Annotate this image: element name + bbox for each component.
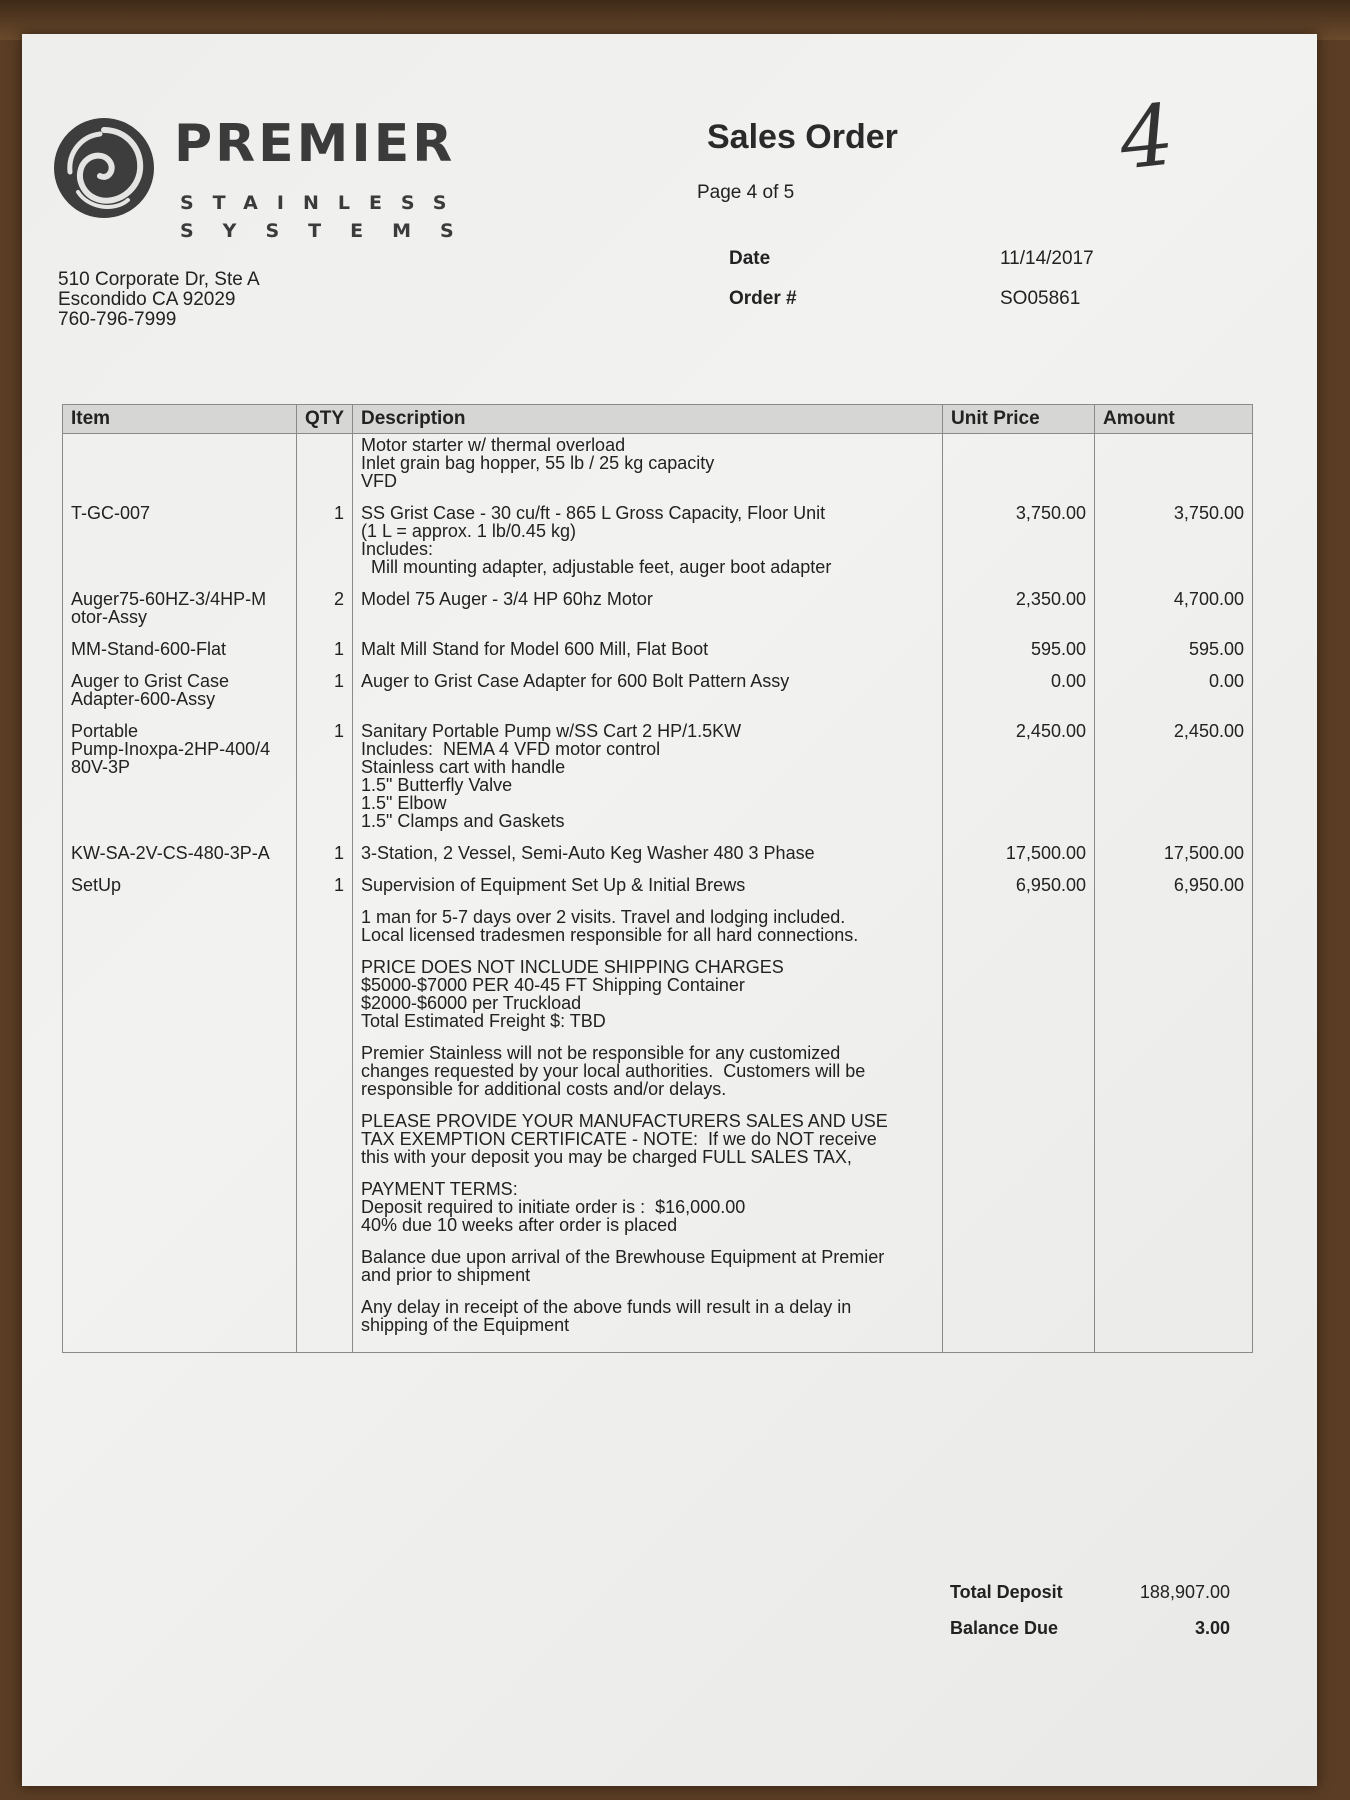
note-line: PLEASE PROVIDE YOUR MANUFACTURERS SALES AND USE [361, 1111, 888, 1131]
description-line: 1.5" Clamps and Gaskets [361, 811, 565, 831]
unit-price-cell: 3,750.00 [943, 490, 1095, 576]
description-line: Model 75 Auger - 3/4 HP 60hz Motor [361, 589, 653, 609]
column-header-description: Description [353, 405, 943, 434]
qty-cell: 1 [297, 708, 353, 830]
description-cell [353, 862, 943, 894]
empty-cell [63, 1166, 297, 1234]
note-line: 40% due 10 weeks after order is placed [361, 1215, 678, 1235]
note-line: Deposit required to initiate order is : $16,000.00 [361, 1197, 746, 1217]
item-cell: Auger to Grist Case Adapter-600-Assy [63, 658, 297, 708]
description-line: Inlet grain bag hopper, 55 lb / 25 kg capacity [361, 453, 715, 473]
description-line: Mill mounting adapter, adjustable feet, auger boot adapter [361, 557, 832, 577]
description-line: Stainless cart with handle [361, 757, 566, 777]
phone-number: 760-796-7999 [58, 309, 177, 330]
item-cell: Auger75-60HZ-3/4HP-M otor-Assy [63, 576, 297, 626]
amount-cell: 0.00 [1095, 658, 1253, 708]
order-value: SO05861 [1000, 288, 1081, 309]
logo-name: PREMIER [174, 114, 456, 174]
item-cell: MM-Stand-600-Flat [63, 626, 297, 658]
empty-cell [63, 1030, 297, 1098]
note-line: changes requested by your local authorities. Customers will be [361, 1061, 866, 1081]
table-row [63, 658, 1253, 708]
note-line: Any delay in receipt of the above funds will result in a delay in [361, 1297, 852, 1317]
empty-cell [1095, 944, 1253, 1030]
notes-row [63, 1166, 1253, 1234]
swirl-logo-icon [48, 112, 160, 224]
line-items-table [62, 404, 1253, 1353]
empty-cell [297, 1166, 353, 1234]
balance-due-label: Balance Due [950, 1618, 1059, 1638]
unit-price-cell: 2,350.00 [943, 576, 1095, 626]
amount-cell: 595.00 [1095, 626, 1253, 658]
note-line: 1 man for 5-7 days over 2 visits. Travel and lodging included. [361, 907, 846, 927]
notes-row [63, 1234, 1253, 1284]
page-indicator: Page 4 of 5 [697, 182, 795, 203]
order-label: Order # [729, 288, 797, 309]
amount-cell: 6,950.00 [1095, 862, 1253, 894]
description-cell [353, 576, 943, 626]
empty-cell [297, 1098, 353, 1166]
qty-cell: 1 [297, 490, 353, 576]
qty-cell: 1 [297, 830, 353, 862]
empty-cell [1095, 1166, 1253, 1234]
notes-row [63, 894, 1253, 944]
note-line: responsible for additional costs and/or delays. [361, 1079, 727, 1099]
note-cell [353, 894, 943, 944]
column-header-qty: QTY [297, 405, 353, 434]
qty-cell: 1 [297, 862, 353, 894]
empty-cell [1095, 1030, 1253, 1098]
note-line: PRICE DOES NOT INCLUDE SHIPPING CHARGES [361, 957, 784, 977]
description-line: Auger to Grist Case Adapter for 600 Bolt Pattern Assy [361, 671, 790, 691]
empty-cell [63, 1234, 297, 1284]
date-value: 11/14/2017 [1000, 248, 1094, 269]
note-cell [353, 1098, 943, 1166]
table-row [63, 576, 1253, 626]
amount-cell: 3,750.00 [1095, 490, 1253, 576]
unit-price-cell: 0.00 [943, 658, 1095, 708]
empty-cell [297, 1284, 353, 1353]
description-line: Motor starter w/ thermal overload [361, 435, 626, 455]
empty-cell [63, 1284, 297, 1353]
empty-cell [63, 1098, 297, 1166]
column-header-amount: Amount [1095, 405, 1253, 434]
column-header-unit-price: Unit Price [943, 405, 1095, 434]
note-line: $5000-$7000 PER 40-45 FT Shipping Container [361, 975, 745, 995]
address-line-1: 510 Corporate Dr, Ste A [58, 269, 260, 290]
description-line: VFD [361, 471, 397, 491]
description-line: 3-Station, 2 Vessel, Semi-Auto Keg Washer 480 3 Phase [361, 843, 815, 863]
qty-cell [297, 434, 353, 491]
description-cell [353, 434, 943, 491]
note-line: Premier Stainless will not be responsible for any customized [361, 1043, 841, 1063]
description-line: Includes: [361, 539, 434, 559]
unit-price-cell: 2,450.00 [943, 708, 1095, 830]
empty-cell [1095, 1098, 1253, 1166]
note-cell [353, 1234, 943, 1284]
notes-row [63, 1030, 1253, 1098]
empty-cell [63, 944, 297, 1030]
table-row [63, 434, 1253, 491]
table-header-row [63, 405, 1253, 434]
note-cell [353, 1284, 943, 1353]
table-row [63, 708, 1253, 830]
description-cell [353, 490, 943, 576]
description-cell [353, 658, 943, 708]
unit-price-cell [943, 434, 1095, 491]
unit-price-cell: 17,500.00 [943, 830, 1095, 862]
empty-cell [297, 894, 353, 944]
date-label: Date [729, 248, 771, 269]
table-row [63, 626, 1253, 658]
item-cell: Portable Pump-Inoxpa-2HP-400/4 80V-3P [63, 708, 297, 830]
company-logo [48, 112, 483, 242]
notes-row [63, 1098, 1253, 1166]
balance-due-value: 3.00 [1194, 1618, 1230, 1638]
address-line-2: Escondido CA 92029 [58, 289, 236, 310]
empty-cell [297, 1234, 353, 1284]
note-line: PAYMENT TERMS: [361, 1179, 518, 1199]
amount-cell [1095, 434, 1253, 491]
description-cell [353, 626, 943, 658]
description-line: SS Grist Case - 30 cu/ft - 865 L Gross Capacity, Floor Unit [361, 503, 826, 523]
total-deposit-label: Total Deposit [950, 1582, 1063, 1602]
qty-cell: 1 [297, 658, 353, 708]
logo-subtitle-1: STAINLESS [180, 192, 466, 214]
note-line: and prior to shipment [361, 1265, 531, 1285]
table-row [63, 862, 1253, 894]
note-line: $2000-$6000 per Truckload [361, 993, 582, 1013]
description-line: Includes: NEMA 4 VFD motor control [361, 739, 661, 759]
note-line: TAX EXEMPTION CERTIFICATE - NOTE: If we do NOT receive [361, 1129, 877, 1149]
empty-cell [1095, 1234, 1253, 1284]
empty-cell [943, 1030, 1095, 1098]
note-line: Total Estimated Freight $: TBD [361, 1011, 606, 1031]
total-deposit-value: 188,907.00 [1139, 1582, 1230, 1602]
empty-cell [943, 1098, 1095, 1166]
notes-row [63, 1284, 1253, 1353]
item-cell [63, 434, 297, 491]
description-line: Malt Mill Stand for Model 600 Mill, Flat Boot [361, 639, 709, 659]
item-cell: KW-SA-2V-CS-480-3P-A [63, 830, 297, 862]
empty-cell [943, 1166, 1095, 1234]
description-line: Sanitary Portable Pump w/SS Cart 2 HP/1.5KW [361, 721, 742, 741]
empty-cell [297, 1030, 353, 1098]
description-line: (1 L = approx. 1 lb/0.45 kg) [361, 521, 576, 541]
empty-cell [943, 1234, 1095, 1284]
amount-cell: 2,450.00 [1095, 708, 1253, 830]
note-cell [353, 1030, 943, 1098]
empty-cell [63, 894, 297, 944]
note-line: shipping of the Equipment [361, 1315, 570, 1335]
company-address [58, 270, 260, 330]
note-line: Balance due upon arrival of the Brewhouse Equipment at Premier [361, 1247, 885, 1267]
note-line: this with your deposit you may be charged FULL SALES TAX, [361, 1147, 852, 1167]
note-cell [353, 1166, 943, 1234]
empty-cell [943, 894, 1095, 944]
amount-cell: 17,500.00 [1095, 830, 1253, 862]
item-cell: T-GC-007 [63, 490, 297, 576]
empty-cell [943, 944, 1095, 1030]
table-row [63, 830, 1253, 862]
column-header-item: Item [63, 405, 297, 434]
description-cell [353, 708, 943, 830]
empty-cell [1095, 894, 1253, 944]
description-line: Supervision of Equipment Set Up & Initial Brews [361, 875, 746, 895]
handwritten-mark: 4 [1115, 85, 1179, 189]
empty-cell [297, 944, 353, 1030]
description-line: 1.5" Elbow [361, 793, 447, 813]
empty-cell [943, 1284, 1095, 1353]
description-cell [353, 830, 943, 862]
qty-cell: 2 [297, 576, 353, 626]
unit-price-cell: 595.00 [943, 626, 1095, 658]
logo-subtitle-2: SYSTEMS [180, 220, 483, 242]
unit-price-cell: 6,950.00 [943, 862, 1095, 894]
empty-cell [1095, 1284, 1253, 1353]
page-title: Sales Order [707, 118, 898, 156]
note-cell [353, 944, 943, 1030]
table-row [63, 490, 1253, 576]
note-line: Local licensed tradesmen responsible for all hard connections. [361, 925, 859, 945]
qty-cell: 1 [297, 626, 353, 658]
description-line: 1.5" Butterfly Valve [361, 775, 513, 795]
amount-cell: 4,700.00 [1095, 576, 1253, 626]
notes-row [63, 944, 1253, 1030]
item-cell: SetUp [63, 862, 297, 894]
